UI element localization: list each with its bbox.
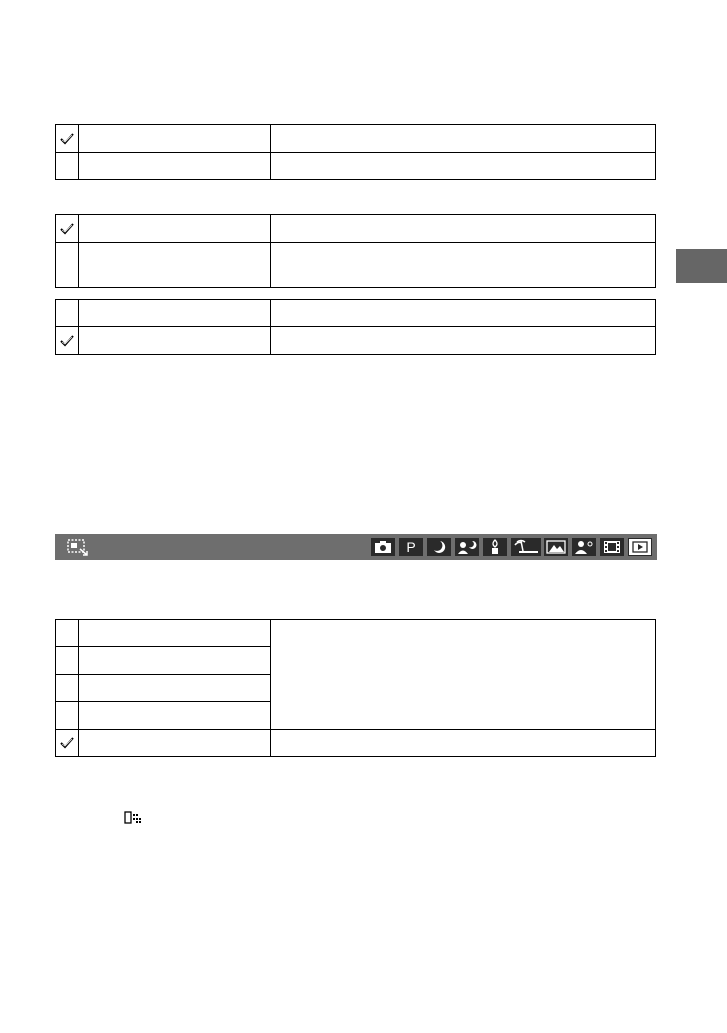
check-cell	[56, 125, 79, 153]
table-row	[56, 620, 656, 647]
option-desc-cell	[271, 215, 656, 243]
option-desc-cell	[271, 300, 656, 327]
playback-icon	[628, 538, 652, 556]
table-row	[56, 243, 656, 288]
option-desc-cell	[271, 620, 656, 730]
check-cell	[56, 620, 79, 647]
option-name-cell	[79, 153, 271, 180]
option-desc-cell	[271, 243, 656, 288]
checkmark-icon	[59, 735, 75, 751]
checkmark-icon	[59, 221, 75, 237]
option-desc-cell	[271, 327, 656, 355]
option-name-cell	[79, 620, 271, 647]
table-row	[56, 125, 656, 153]
beach-icon	[511, 538, 541, 556]
check-cell	[56, 300, 79, 327]
settings-table-3	[55, 299, 656, 355]
option-desc-cell	[271, 125, 656, 153]
option-desc-cell	[271, 730, 656, 757]
check-cell	[56, 675, 79, 702]
table-row	[56, 327, 656, 355]
twilight-portrait-icon	[455, 538, 479, 556]
option-name-cell	[79, 647, 271, 675]
camera-icon	[371, 538, 395, 556]
checkmark-icon	[59, 131, 75, 147]
option-name-cell	[79, 702, 271, 730]
table-row	[56, 153, 656, 180]
option-name-cell	[79, 300, 271, 327]
settings-table-1	[55, 124, 656, 180]
option-name-cell	[79, 675, 271, 702]
checkmark-icon	[59, 333, 75, 349]
check-cell	[56, 702, 79, 730]
settings-table-4	[55, 619, 656, 757]
check-cell	[56, 215, 79, 243]
option-name-cell	[79, 125, 271, 153]
shooting-mode-bar	[55, 534, 657, 560]
movie-film-icon	[600, 538, 624, 556]
chapter-side-tab	[676, 249, 727, 283]
program-label: P	[406, 539, 416, 555]
settings-table-2	[55, 214, 656, 288]
table-row	[56, 215, 656, 243]
check-cell	[56, 327, 79, 355]
twilight-moon-icon	[427, 538, 451, 556]
option-name-cell	[79, 215, 271, 243]
table-row	[56, 730, 656, 757]
option-desc-cell	[271, 153, 656, 180]
option-name-cell	[79, 327, 271, 355]
check-cell	[56, 730, 79, 757]
landscape-icon	[544, 538, 568, 556]
display-mode-icon	[67, 539, 89, 557]
table-row	[56, 300, 656, 327]
candle-icon	[483, 538, 507, 556]
check-cell	[56, 647, 79, 675]
program-p-icon	[399, 538, 423, 556]
soft-snap-icon	[572, 538, 596, 556]
image-resize-icon	[124, 811, 144, 825]
check-cell	[56, 153, 79, 180]
option-name-cell	[79, 243, 271, 288]
check-cell	[56, 243, 79, 288]
option-name-cell	[79, 730, 271, 757]
